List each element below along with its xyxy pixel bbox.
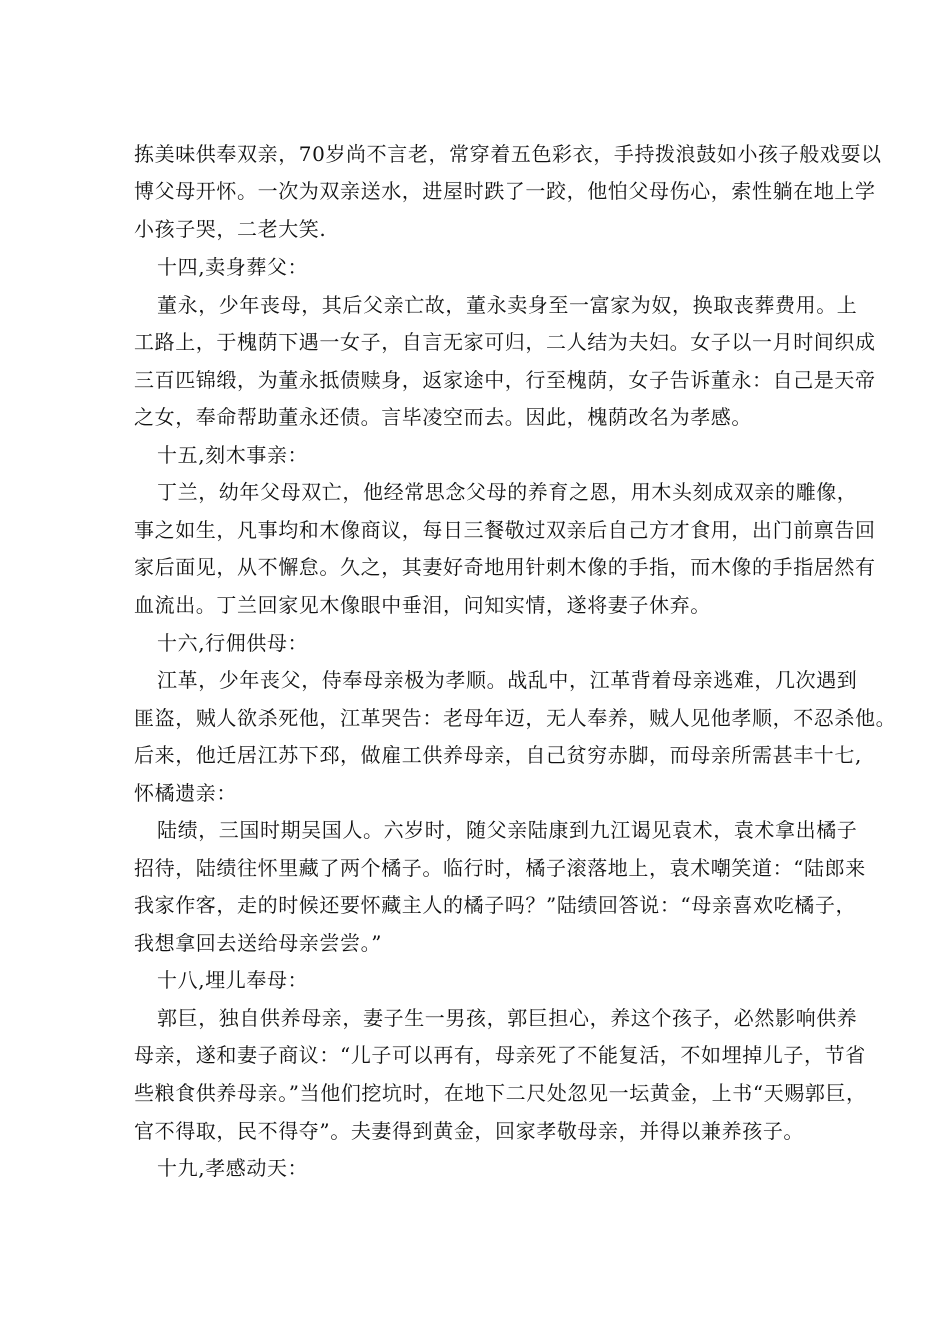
text-line: 血流出。丁兰回家见木像眼中垂泪，问知实情，遂将妻子休弃。 <box>134 593 711 617</box>
text-line: 之女，奉命帮助董永还债。言毕凌空而去。因此，槐荫改名为孝感。 <box>134 405 752 429</box>
text-line: 后来，他迁居江苏下邳，做雇工供养母亲，自己贫穷赤脚，而母亲所需甚丰十七, <box>134 743 862 767</box>
section-heading: 十四,卖身葬父： <box>157 255 309 279</box>
paragraph-first-line: 董永，少年丧母，其后父亲亡故，董永卖身至一富家为奴，换取丧葬费用。上 <box>157 293 858 317</box>
text-line: 匪盗，贼人欲杀死他，江革哭告：老母年迈，无人奉养，贼人见他孝顺，不忍杀他。 <box>134 706 897 730</box>
section-heading: 十五,刻木事亲： <box>157 443 309 467</box>
section-heading: 十六,行佣供母： <box>157 631 309 655</box>
text-line: 三百匹锦缎，为董永抵债赎身，返家途中，行至槐荫，女子告诉董永：自己是天帝 <box>134 368 876 392</box>
text-line: 小孩子哭，二老大笑. <box>134 217 327 241</box>
text-line: 家后面见，从不懈怠。久之，其妻好奇地用针刺木像的手指，而木像的手指居然有 <box>134 555 876 579</box>
text-line: 工路上，于槐荫下遇一女子，自言无家可归，二人结为夫妇。女子以一月时间织成 <box>134 330 876 354</box>
text-line: 博父母开怀。一次为双亲送水，进屋时跌了一跤，他怕父母伤心，索性躺在地上学 <box>134 179 876 203</box>
text-line: 拣美味供奉双亲，70岁尚不言老，常穿着五色彩衣，手持拨浪鼓如小孩子般戏耍以 <box>134 142 882 166</box>
paragraph-first-line: 江革，少年丧父，侍奉母亲极为孝顺。战乱中，江革背着母亲逃难，几次遇到 <box>157 668 858 692</box>
text-line: 事之如生，凡事均和木像商议，每日三餐敬过双亲后自己方才食用，出门前禀告回 <box>134 518 876 542</box>
section-heading: 十九,孝感动天： <box>157 1156 309 1180</box>
paragraph-first-line: 丁兰，幼年父母双亡，他经常思念父母的养育之恩，用木头刻成双亲的雕像， <box>157 480 858 504</box>
section-heading: 十八,埋儿奉母： <box>157 968 309 992</box>
text-line: 招待，陆绩往怀里藏了两个橘子。临行时，橘子滚落地上，袁术嘲笑道：“陆郎来 <box>134 856 866 880</box>
text-line: 母亲，遂和妻子商议：“儿子可以再有，母亲死了不能复活，不如埋掉儿子，节省 <box>134 1043 866 1067</box>
paragraph-first-line: 郭巨，独自供养母亲，妻子生一男孩，郭巨担心，养这个孩子，必然影响供养 <box>157 1006 858 1030</box>
text-line: 些粮食供养母亲。”当他们挖坑时，在地下二尺处忽见一坛黄金，上书“天赐郭巨， <box>134 1081 867 1105</box>
paragraph-first-line: 陆绩，三国时期吴国人。六岁时，随父亲陆康到九江谒见袁术，袁术拿出橘子 <box>157 818 858 842</box>
text-line: 我想拿回去送给母亲尝尝。” <box>134 931 383 955</box>
text-line: 怀橘遗亲： <box>134 781 237 805</box>
text-line: 官不得取，民不得夺”。夫妻得到黄金，回家孝敬母亲，并得以兼养孩子。 <box>134 1119 805 1143</box>
text-line: 我家作客，走的时候还要怀藏主人的橘子吗？”陆绩回答说：“母亲喜欢吃橘子， <box>134 893 857 917</box>
